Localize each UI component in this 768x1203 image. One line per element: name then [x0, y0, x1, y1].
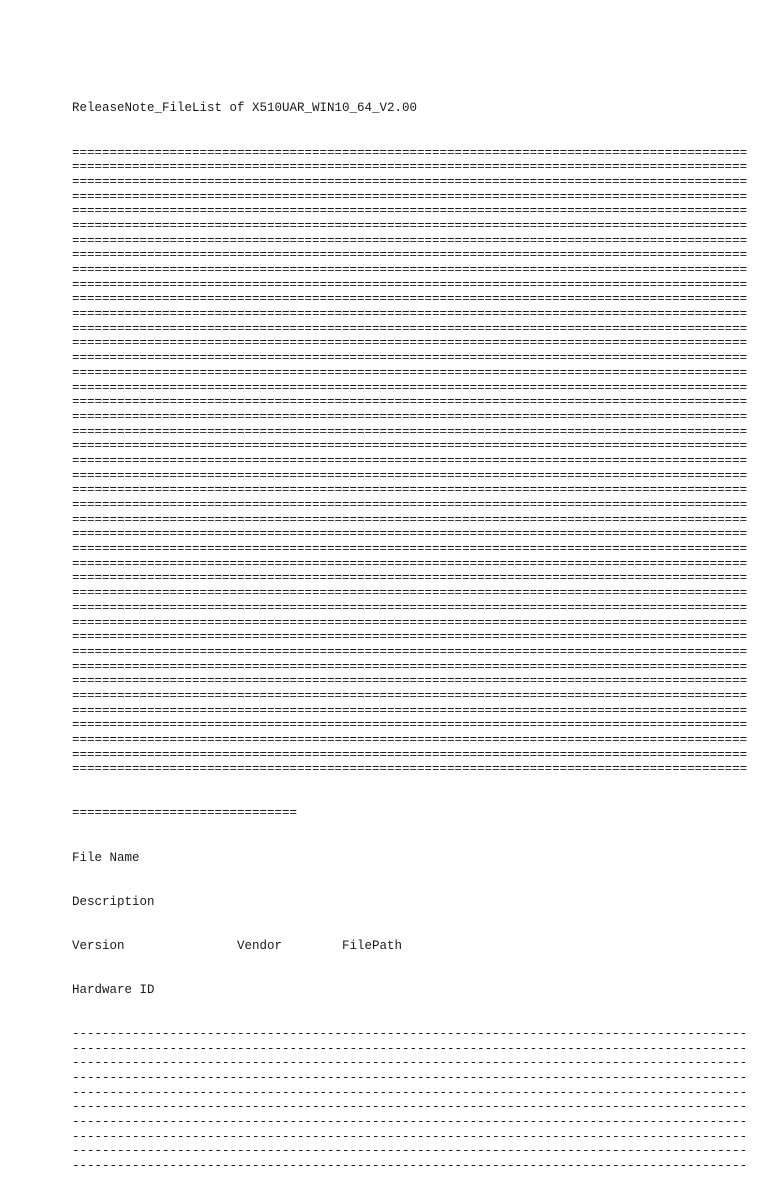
equals-rule-line: ==========================================================================================: [72, 527, 748, 542]
equals-rule-line: ==========================================================================================: [72, 512, 748, 527]
equals-rule-line: ==========================================================================================: [72, 600, 748, 615]
equals-rule-line: ==========================================================================================: [72, 174, 748, 189]
dash-rule-line: ------------------------------------------------------------------------------------------: [72, 1144, 748, 1159]
dash-rule-line: ------------------------------------------------------------------------------------------: [72, 1056, 748, 1071]
equals-rule-line: ==========================================================================================: [72, 321, 748, 336]
equals-rule-line: ==========================================================================================: [72, 189, 748, 204]
dash-rule-line: ------------------------------------------------------------------------------------------: [72, 1115, 748, 1130]
dash-rule-line: ------------------------------------------------------------------------------------------: [72, 1100, 748, 1115]
dash-rule-line: ------------------------------------------------------------------------------------------: [72, 1026, 748, 1041]
equals-rule-line: ==========================================================================================: [72, 483, 748, 498]
header-columns-row: [72, 939, 747, 954]
equals-rule-line: ==========================================================================================: [72, 644, 748, 659]
equals-rule-line: ==========================================================================================: [72, 424, 748, 439]
equals-rule-block: [72, 146, 747, 778]
equals-rule-line: ==========================================================================================: [72, 571, 748, 586]
equals-rule-line: ==========================================================================================: [72, 468, 748, 483]
equals-rule-line: ==========================================================================================: [72, 233, 748, 248]
dash-rule-line: ------------------------------------------------------------------------------------------: [72, 1085, 748, 1100]
equals-rule-line: ==========================================================================================: [72, 498, 748, 512]
dash-rule-block: [72, 1027, 747, 1174]
equals-rule-line: ==========================================================================================: [72, 160, 748, 175]
equals-rule-line: ==========================================================================================: [72, 747, 748, 762]
equals-rule-line: ==========================================================================================: [72, 409, 748, 424]
dash-rule-line: ------------------------------------------------------------------------------------------: [72, 1071, 748, 1085]
header-description: Description: [72, 894, 155, 909]
equals-rule-line: ==========================================================================================: [72, 351, 748, 366]
equals-rule-line: ==========================================================================================: [72, 395, 748, 410]
equals-rule-line: ==========================================================================================: [72, 277, 748, 292]
equals-rule-line: ==========================================================================================: [72, 586, 748, 601]
equals-rule-line: ==========================================================================================: [72, 292, 748, 307]
equals-rule-line: ==========================================================================================: [72, 380, 748, 395]
dash-rule-line: ------------------------------------------------------------------------------------------: [72, 1041, 748, 1056]
header-file-name: File Name: [72, 850, 140, 865]
equals-rule-line: ==========================================================================================: [72, 688, 748, 703]
dash-rule-line: ------------------------------------------------------------------------------------------: [72, 1159, 748, 1174]
header-version: Version: [72, 938, 125, 953]
header-filepath: FilePath: [342, 938, 403, 953]
equals-rule-line: ==========================================================================================: [72, 453, 748, 468]
dash-rule-line: ------------------------------------------------------------------------------------------: [72, 1129, 748, 1144]
equals-rule-line: ==========================================================================================: [72, 145, 748, 160]
equals-rule-line: ==========================================================================================: [72, 630, 748, 645]
equals-rule-line: ==========================================================================================: [72, 659, 748, 674]
equals-rule-short: ==============================: [72, 806, 298, 821]
equals-rule-line: ==========================================================================================: [72, 718, 748, 733]
equals-rule-line: ==========================================================================================: [72, 615, 748, 630]
equals-rule-line: ==========================================================================================: [72, 248, 748, 263]
equals-rule-line: ==========================================================================================: [72, 542, 748, 557]
equals-rule-line: ==========================================================================================: [72, 365, 748, 380]
header-vendor: Vendor: [237, 938, 283, 953]
document-text: [72, 72, 747, 1203]
equals-rule-line: ==========================================================================================: [72, 218, 748, 233]
equals-rule-line: ==========================================================================================: [72, 307, 748, 322]
equals-rule-line: ==========================================================================================: [72, 733, 748, 747]
equals-rule-line: ==========================================================================================: [72, 703, 748, 718]
equals-rule-line: ==========================================================================================: [72, 336, 748, 351]
header-hardware-id: Hardware ID: [72, 982, 155, 997]
equals-rule-line: ==========================================================================================: [72, 556, 748, 571]
equals-rule-line: ==========================================================================================: [72, 762, 748, 777]
equals-rule-line: ==========================================================================================: [72, 439, 748, 454]
document-title: ReleaseNote_FileList of X510UAR_WIN10_64_V2.00: [72, 101, 418, 116]
equals-rule-line: ==========================================================================================: [72, 674, 748, 689]
equals-rule-line: ==========================================================================================: [72, 204, 748, 219]
equals-rule-line: ==========================================================================================: [72, 263, 748, 277]
